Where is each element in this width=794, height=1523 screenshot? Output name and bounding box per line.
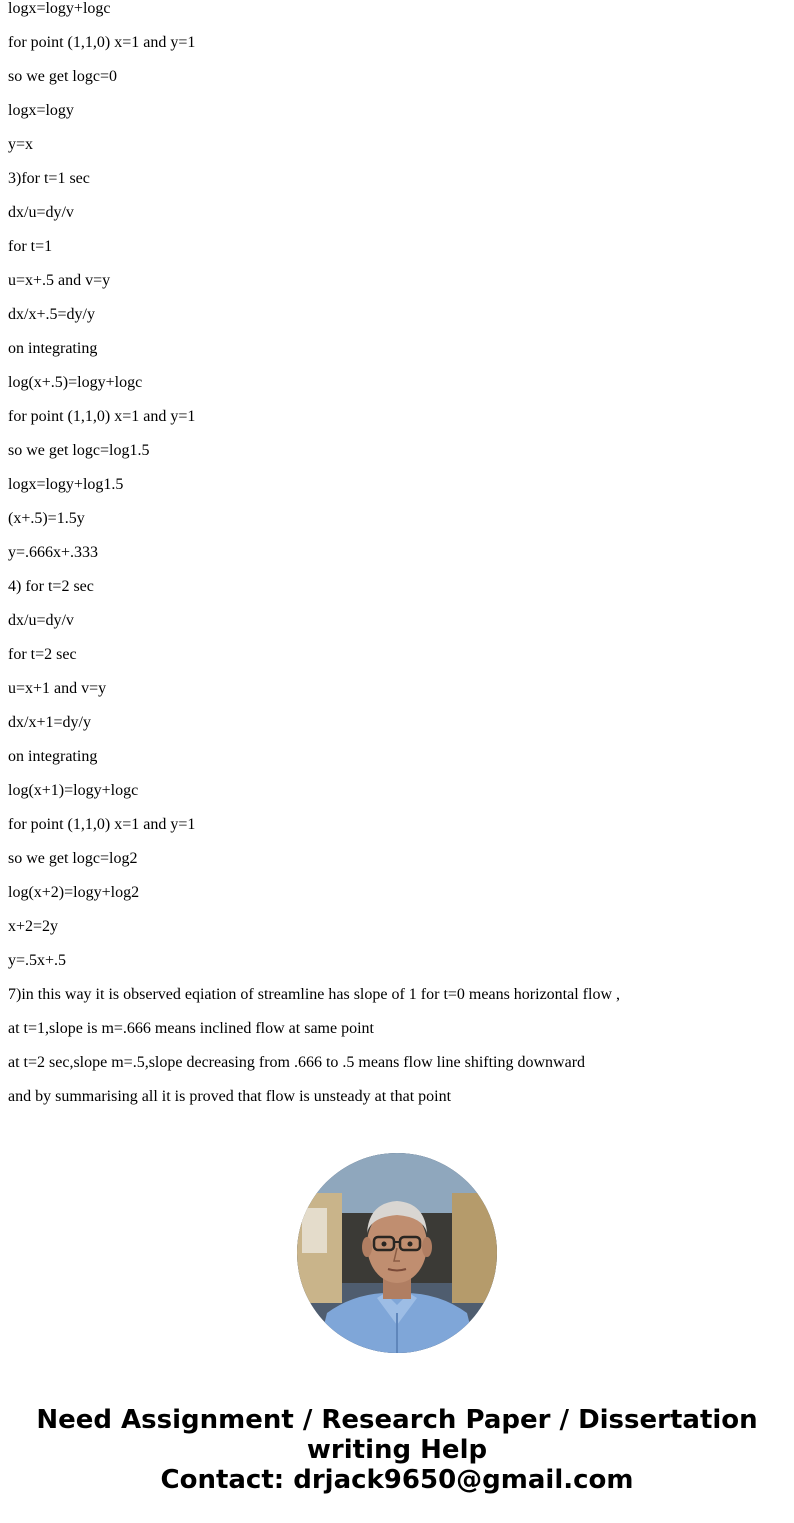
text-line: 7)in this way it is observed eqiation of streamline has slope of 1 for t=0 means horizontal flow , bbox=[8, 986, 620, 1003]
text-line: dx/u=dy/v bbox=[8, 204, 74, 221]
contact-email: Contact: drjack9650@gmail.com bbox=[160, 1465, 634, 1495]
text-line: for t=2 sec bbox=[8, 646, 77, 663]
solution-text bbox=[8, 0, 788, 1122]
text-line: logx=logy+logc bbox=[8, 0, 111, 17]
text-line: so we get logc=log1.5 bbox=[8, 442, 150, 459]
text-line: dx/u=dy/v bbox=[8, 612, 74, 629]
help-banner bbox=[0, 1405, 794, 1495]
text-line: log(x+2)=logy+log2 bbox=[8, 884, 140, 901]
text-line: y=x bbox=[8, 136, 34, 153]
text-line: logx=logy+log1.5 bbox=[8, 476, 124, 493]
text-line: u=x+.5 and v=y bbox=[8, 272, 111, 289]
author-portrait bbox=[297, 1153, 497, 1353]
text-line: dx/x+1=dy/y bbox=[8, 714, 91, 731]
text-line: u=x+1 and v=y bbox=[8, 680, 107, 697]
text-line: at t=1,slope is m=.666 means inclined flow at same point bbox=[8, 1020, 374, 1037]
banner-line: Need Assignment / Research Paper / Dissertation bbox=[36, 1405, 758, 1435]
text-line: for t=1 bbox=[8, 238, 53, 255]
author-avatar bbox=[297, 1153, 497, 1353]
text-line: on integrating bbox=[8, 340, 98, 357]
text-line: 3)for t=1 sec bbox=[8, 170, 90, 187]
text-line: so we get logc=0 bbox=[8, 68, 117, 85]
text-line: log(x+.5)=logy+logc bbox=[8, 374, 143, 391]
text-line: and by summarising all it is proved that flow is unsteady at that point bbox=[8, 1088, 452, 1105]
text-line: y=.666x+.333 bbox=[8, 544, 99, 561]
text-line: log(x+1)=logy+logc bbox=[8, 782, 139, 799]
text-line: on integrating bbox=[8, 748, 98, 765]
text-line: at t=2 sec,slope m=.5,slope decreasing from .666 to .5 means flow line shifting downward bbox=[8, 1054, 586, 1071]
banner-line: writing Help bbox=[306, 1435, 488, 1465]
text-line: 4) for t=2 sec bbox=[8, 578, 94, 595]
text-line: for point (1,1,0) x=1 and y=1 bbox=[8, 816, 196, 833]
text-line: dx/x+.5=dy/y bbox=[8, 306, 95, 323]
text-line: y=.5x+.5 bbox=[8, 952, 67, 969]
text-line: x+2=2y bbox=[8, 918, 59, 935]
text-line: logx=logy bbox=[8, 102, 74, 119]
text-line: for point (1,1,0) x=1 and y=1 bbox=[8, 408, 196, 425]
text-line: for point (1,1,0) x=1 and y=1 bbox=[8, 34, 196, 51]
text-line: so we get logc=log2 bbox=[8, 850, 138, 867]
text-line: (x+.5)=1.5y bbox=[8, 510, 85, 527]
